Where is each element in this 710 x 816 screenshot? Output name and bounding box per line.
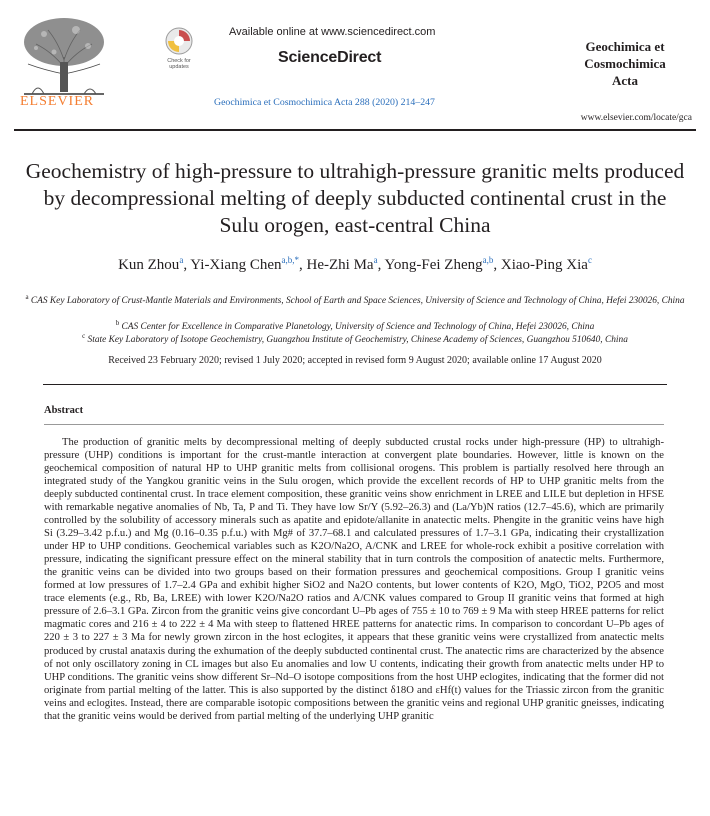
author-name[interactable]: Yi-Xiang Chen — [190, 257, 282, 273]
affiliation — [22, 330, 688, 347]
author-affiliation-marker[interactable]: a — [373, 255, 378, 265]
publisher-name: ELSEVIER — [20, 94, 95, 109]
journal-name-line-1: Geochimica et — [585, 39, 665, 54]
author-affiliation-marker[interactable]: a — [179, 255, 184, 265]
journal-name-line-3: Acta — [612, 73, 638, 88]
author-list: Kun Zhou$^a$, Yi-Xiang Chen$^{a,b,*}$, He-Zhi Ma$^a$, Yong-Fei Zheng$^{a,b}$, Xiao-Ping Xia$^c$ — [118, 255, 592, 273]
sciencedirect-logo[interactable]: ScienceDirect — [278, 49, 382, 66]
author-name[interactable]: Xiao-Ping Xia — [500, 257, 588, 273]
abstract-body — [44, 436, 664, 723]
affiliation-text: State Key Laboratory of Isotope Geochemistry, Guangzhou Institute of Geochemistry, Chinese Academy of Sciences, Guangzhou 510640, China — [87, 335, 628, 346]
article-history: Received 23 February 2020; revised 1 July 2020; accepted in revised form 9 August 2020; available online 17 August 2020 — [108, 355, 602, 366]
abstract-heading: Abstract — [44, 405, 84, 416]
abstract-divider — [44, 424, 664, 425]
title-divider — [43, 384, 667, 385]
header-divider — [14, 129, 696, 131]
affiliation-text: CAS Center for Excellence in Comparative Planetology, University of Science and Technology of China, Hefei 230026, China — [121, 322, 595, 333]
author-name[interactable]: Kun Zhou — [118, 257, 180, 273]
author-affiliation-marker[interactable]: a,b,* — [281, 255, 300, 265]
article-title: Geochemistry of high-pressure to ultrahigh-pressure granitic melts produced by decompressional melting of deeply subducted continental crust in the Sulu orogen, east-central China — [25, 159, 685, 237]
affiliation — [22, 291, 688, 308]
affiliation-marker: a — [25, 293, 29, 301]
author-name[interactable]: He-Zhi Ma — [306, 257, 374, 273]
affiliation-marker: b — [115, 319, 120, 327]
affiliation-text: CAS Key Laboratory of Crust-Mantle Materials and Environments, School of Earth and Space Sciences, University of Science and Technology of China, Hefei 230026, China — [30, 296, 685, 307]
author-name[interactable]: Yong-Fei Zheng — [384, 257, 483, 273]
author-affiliation-marker[interactable]: c — [587, 255, 592, 265]
journal-url-link[interactable]: www.elsevier.com/locate/gca — [580, 113, 692, 123]
available-online-text: Available online at www.sciencedirect.com — [229, 26, 436, 38]
affiliation-marker: c — [82, 332, 86, 340]
journal-citation-link[interactable]: Geochimica et Cosmochimica Acta 288 (2020) 214–247 — [214, 97, 435, 108]
journal-name — [562, 38, 688, 89]
author-affiliation-marker[interactable]: a,b — [482, 255, 494, 265]
abstract-paragraph: The production of granitic melts by decompressional melting of deeply subducted crustal rocks under high-pressure (HP) to ultrahigh-pressure (UHP) conditions is important for the crust-mantle interaction at convergent plate boundaries. However, little is known on the geochemical composition of natural HP to UHP granitic melts from collisional orogens. This problem is partially resolved here through an integrated study of the Yangkou granitic veins in the Sulu orogen, which provide the excellent records of HP to UHP granitic melts from the deeply subducted continental crust. In trace element composition, these granitic veins show enrichment in LREE and LILE but depletion in HFSE with remarkable negative anomalies of Nb, Ta, P and Ti. They have low Sr/Y (5.92–26.3) and (La/Yb)N ratios (12.7–45.6), which are primarily controlled by the solubility of accessory minerals such as apatite and epidote/allanite in anatectic melts. Phengite in the granitic veins have high Si (3.29–3.42 p.f.u.) and Mg (0.16–0.35 p.f.u.) with Mg# of 37.7–68.1 and calculated pressures of 1.7–3.1 GPa, indicating their crystallization under HP to UHP conditions. Geochemical variables such as K2O/Na2O, A/CNK and LREE for whole-rock exhibit a positive correlation with pressure, indicating the significant pressure effect on the mineral stability that in turn controls the composition of anatectic melts. Furthermore, the granitic veins can be divided into two groups based on their formation pressures and geochemical compositions. Group I granitic veins formed at low pressures of 1.7–2.4 GPa and exhibit higher SiO2 and Na2O contents, but lower contents of K2O, MgO, TiO2, P2O5 and most trace elements (e.g., Rb, Ba, LREE) with lower K2O/Na2O ratios and A/CNK values compared to Group II granitic veins that formed at high pressure of 2.6–3.1 GPa. Zircon from the granitic veins give concordant U–Pb ages of 755 ± 10 to 769 ± 9 Ma with steep HREE patterns for relict magmatic cores and 216 ± 4 to 222 ± 4 Ma with steep to flattened HREE patterns for anatectic rims. In comparison to concordant U–Pb ages of 220 ± 3 to 227 ± 3 Ma for newly grown zircon in the host eclogites, it appears that these granitic veins were crystallized from anatectic melts produced by crustal anataxis during the exhumation of the deeply subducted continental crust. The anatectic rims are characterized by the absence of not only oscillatory zoning in CL images but also Eu anomalies and low U contents, indicating their growth from anatectic melts under HP to UHP conditions. The granitic veins show different Sr–Nd–O isotope compositions from the host UHP eclogites, indicating that the former did not originate from partial melting of the latter. This is also supported by the distinct δ18O and εHf(t) values for the Triassic zircon from the granitic veins and eclogites. Instead, there are comparable isotopic compositions between the granitic veins and regional UHP granitic gneisses, indicating that the granitic veins would be derived from partial melting of the underlying UHP granitic — [44, 437, 664, 722]
crossmark-label: Check for updates — [167, 58, 191, 70]
elsevier-tree-logo — [14, 12, 114, 97]
journal-name-line-2: Cosmochimica — [584, 56, 666, 71]
